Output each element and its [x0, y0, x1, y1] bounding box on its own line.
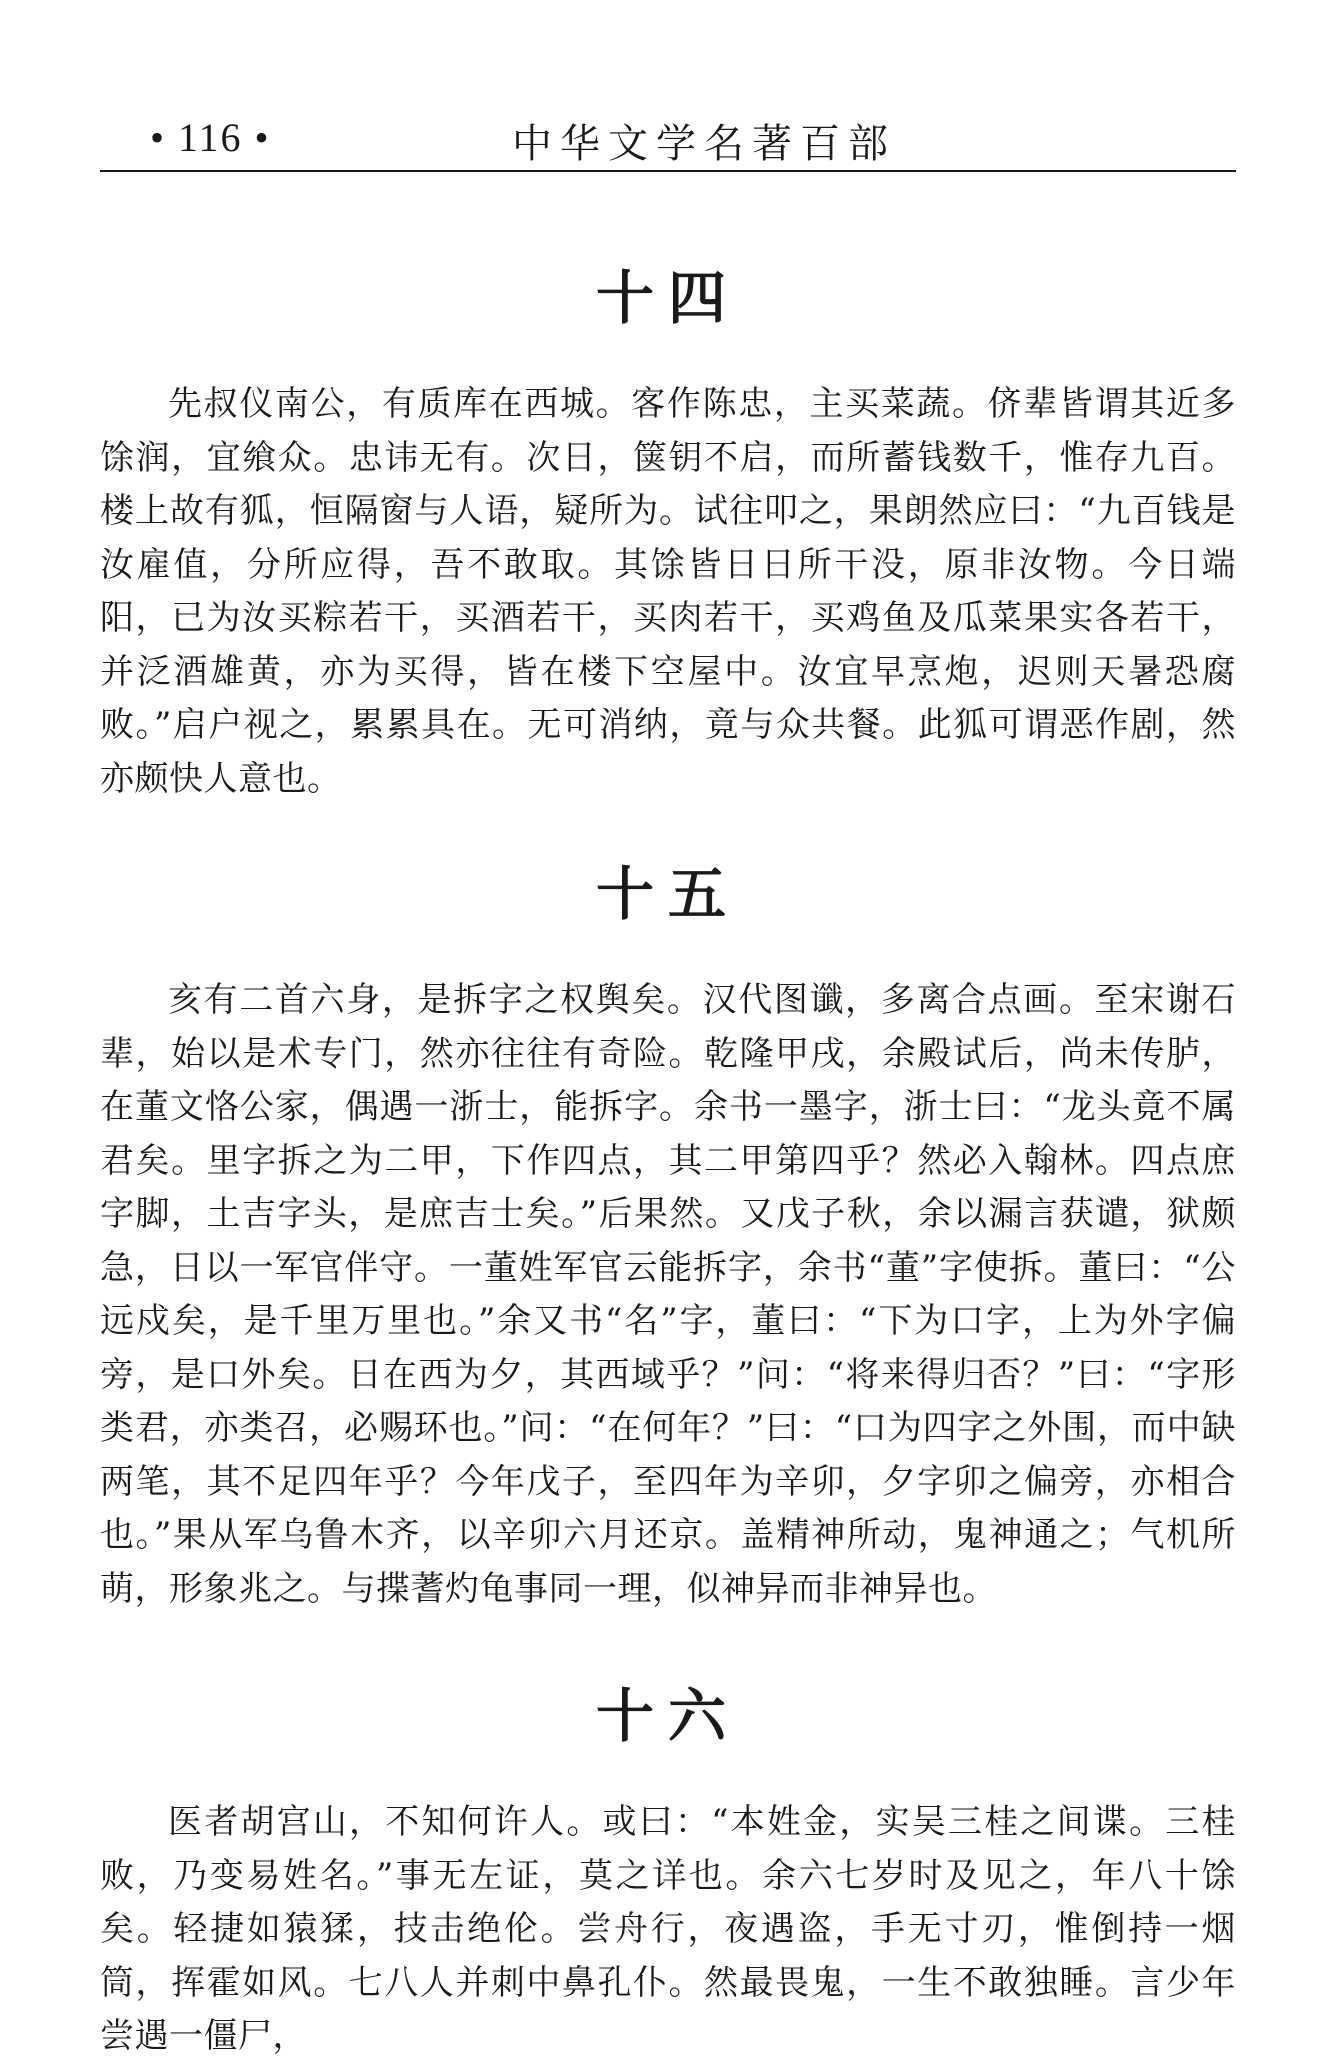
section-title: 十四	[595, 264, 740, 332]
section-title: 十五	[595, 860, 740, 928]
section-paragraph: 先叔仪南公，有质库在西城。客作陈忠，主买菜蔬。侪辈皆谓其近多馀润，宜飨众。忠讳无有。次日，箧钥不启，而所蓄钱数千，惟存九百。楼上故有狐，恒隔窗与人语，疑所为。试往叩之，果朗然应曰：“九百钱是汝雇值，分所应得，吾不敢取。其馀皆日日所干没，原非汝物。今日端阳，已为汝买粽若干，买酒若干，买肉若干，买鸡鱼及瓜菜果实各若干，并泛酒雄黄，亦为买得，皆在楼下空屋中。汝宜早烹炮，迟则天暑恐腐败。”启户视之，累累具在。无可消纳，竟与众共餐。此狐可谓恶作剧，然亦颇快人意也。	[100, 384, 1236, 799]
page-header	[100, 108, 1236, 172]
section-14	[100, 258, 1236, 806]
book-title: 中华文学名著百部	[512, 121, 896, 167]
section-title: 十六	[595, 1682, 740, 1750]
section-paragraph: 亥有二首六身，是拆字之权舆矣。汉代图谶，多离合点画。至宋谢石辈，始以是术专门，然亦往往有奇险。乾隆甲戌，余殿试后，尚未传胪，在董文恪公家，偶遇一浙士，能拆字。余书一墨字，浙士曰：“龙头竟不属君矣。里字拆之为二甲，下作四点，其二甲第四乎？然必入翰林。四点庶字脚，土吉字头，是庶吉士矣。”后果然。又戊子秋，余以漏言获谴，狱颇急，日以一军官伴守。一董姓军官云能拆字，余书“董”字使拆。董曰：“公远戍矣，是千里万里也。”余又书“名”字，董曰：“下为口字，上为外字偏旁，是口外矣。日在西为夕，其西域乎？”问：“将来得归否？”曰：“字形类君，亦类召，必赐环也。”问：“在何年？”曰：“口为四字之外围，而中缺两笔，其不足四年乎？今年戊子，至四年为辛卯，夕字卯之偏旁，亦相合也。”果从军乌鲁木齐，以辛卯六月还京。盖精神所动，鬼神通之；气机所萌，形象兆之。与揲蓍灼龟事同一理，似神异而非神异也。	[100, 980, 1236, 1609]
page-number: • 116 •	[150, 115, 271, 160]
section-16	[100, 1676, 1236, 2064]
section-paragraph: 医者胡宫山，不知何许人。或曰：“本姓金，实吴三桂之间谍。三桂败，乃变易姓名。”事无左证，莫之详也。余六七岁时及见之，年八十馀矣。轻捷如猿猱，技击绝伦。尝舟行，夜遇盗，手无寸刃，惟倒持一烟筒，挥霍如风。七八人并刺中鼻孔仆。然最畏鬼，一生不敢独睡。言少年尝遇一僵尸，	[100, 1802, 1236, 2056]
page-content	[100, 258, 1236, 2064]
section-15	[100, 854, 1236, 1616]
